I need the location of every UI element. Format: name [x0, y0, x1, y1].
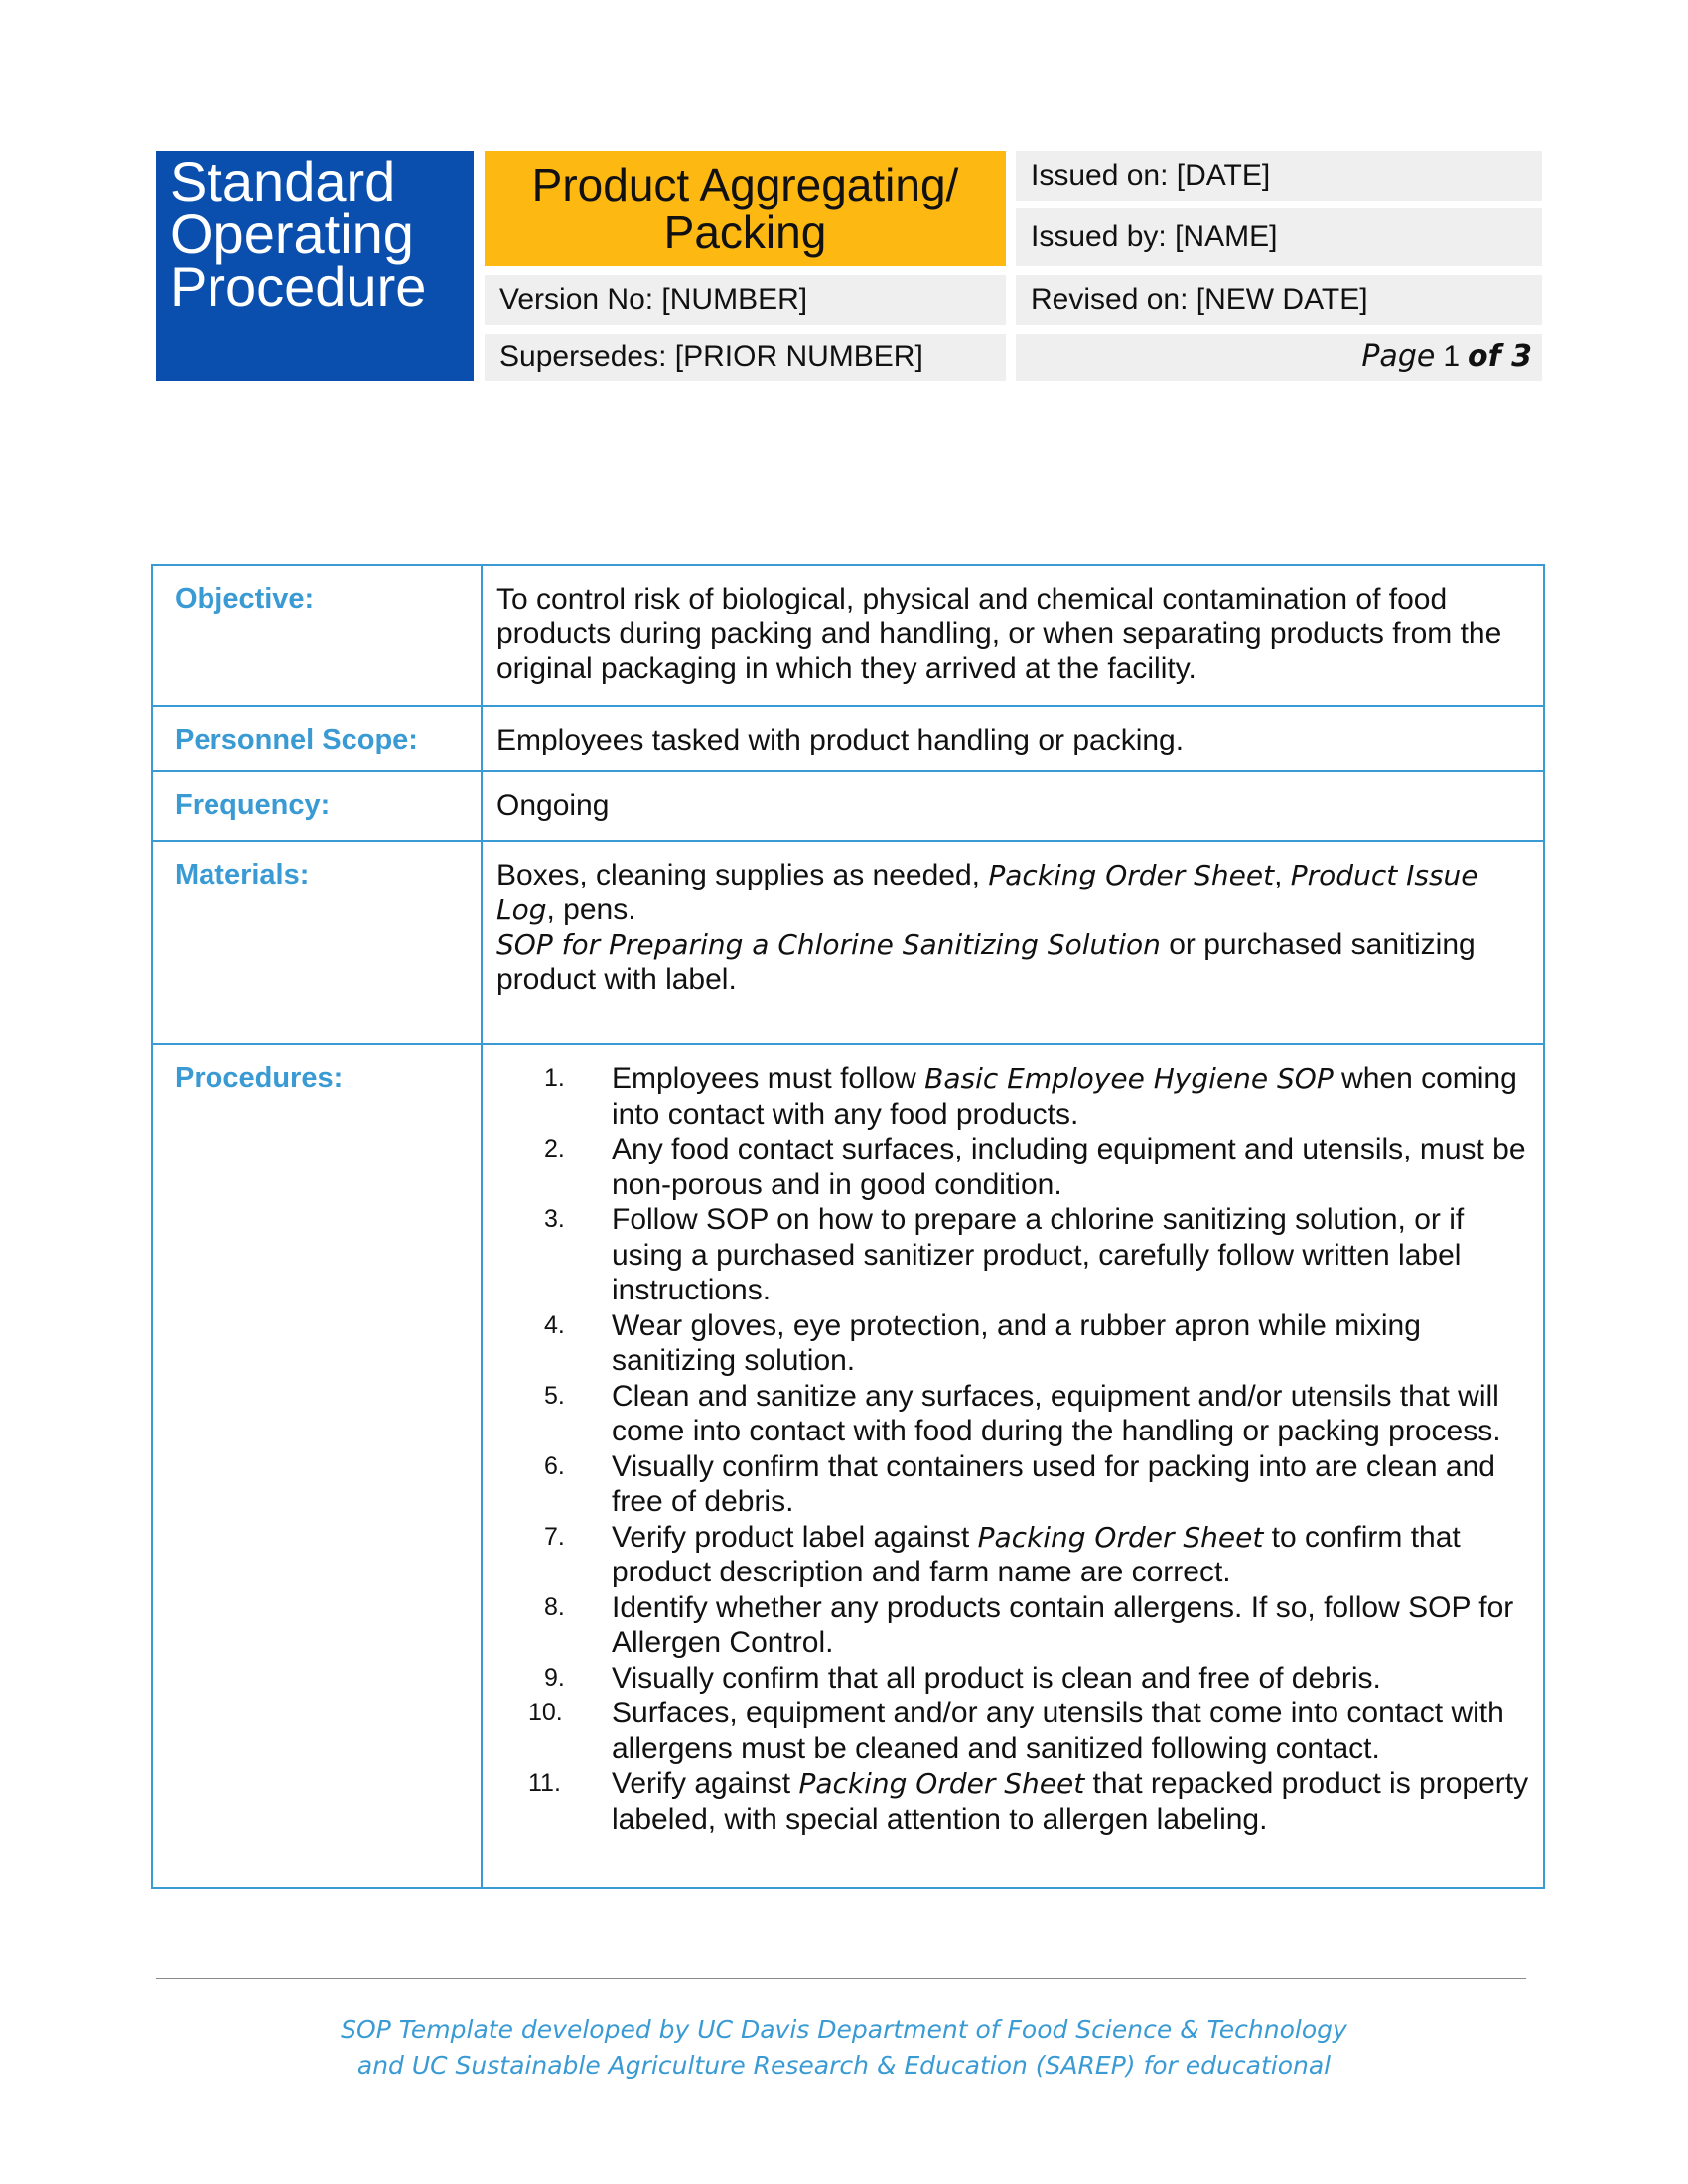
materials-ref-chlorine-sop: SOP for Preparing a Chlorine Sanitizing Solution [496, 928, 1161, 961]
footer-line1: SOP Template developed by UC Davis Department of Food Science & Technology [341, 2015, 1347, 2044]
sop-label-box [156, 151, 474, 381]
materials-text-1: Boxes, cleaning supplies as needed, [496, 859, 989, 891]
footer-divider [156, 1978, 1526, 1979]
step-number: 1. [544, 1064, 565, 1092]
table-row-materials [152, 841, 1544, 1044]
page-word: Page [1361, 340, 1436, 374]
sop-label-line3: Procedure [170, 255, 427, 318]
step-number: 11. [528, 1769, 561, 1797]
frequency-label: Frequency: [152, 771, 482, 841]
procedure-step [544, 1590, 1529, 1661]
materials-text [482, 841, 1544, 1044]
step-text: Surfaces, equipment and/or any utensils that come into contact with allergens must be cleaned and sanitized following contact. [612, 1697, 1504, 1765]
procedure-step [544, 1449, 1529, 1520]
footer-line2: and UC Sustainable Agriculture Research & Education (SAREP) for educational [356, 2051, 1332, 2080]
procedures-label: Procedures: [152, 1044, 482, 1888]
step-number: 6. [544, 1451, 565, 1480]
footer-credit [159, 2012, 1529, 2080]
title-line2: Packing [663, 206, 827, 258]
step-text: Wear gloves, eye protection, and a rubber apron while mixing sanitizing solution. [612, 1308, 1421, 1377]
step-text: Employees must follow [612, 1062, 925, 1095]
objective-label: Objective: [152, 565, 482, 706]
step-reference: Packing Order Sheet [977, 1520, 1264, 1554]
step-text-continued: that repacked product is property labeled, with special attention to allergen labeling. [612, 1767, 1529, 1836]
objective-text: To control risk of biological, physical and chemical contamination of food products during packing and handling, or when separating products from the original packaging in which they arrived at the facility. [482, 565, 1544, 706]
step-text: Visually confirm that all product is clean and free of debris. [612, 1661, 1381, 1695]
procedure-step [528, 1766, 1529, 1837]
frequency-text: Ongoing [482, 771, 1544, 841]
procedure-step [544, 1661, 1529, 1697]
sop-label-line2: Operating [170, 203, 414, 265]
scope-text: Employees tasked with product handling or packing. [482, 706, 1544, 771]
step-text: Follow SOP on how to prepare a chlorine sanitizing solution, or if using a purchased sanitizer product, carefully follow written label instructions. [612, 1203, 1465, 1306]
step-number: 9. [544, 1663, 565, 1692]
procedures-list [496, 1061, 1529, 1837]
procedure-step [544, 1202, 1529, 1308]
procedure-step [528, 1696, 1529, 1766]
procedure-step [544, 1132, 1529, 1202]
materials-text-4: or purchased sanitizing product with label. [496, 928, 1476, 996]
step-reference: Basic Employee Hygiene SOP [924, 1062, 1334, 1095]
step-text: Clean and sanitize any surfaces, equipment and/or utensils that will come into contact with food during the handling or packing process. [612, 1379, 1501, 1447]
materials-ref-product-issue-log: Product Issue Log [496, 859, 1478, 926]
step-text: Any food contact surfaces, including equipment and utensils, must be non-porous and in good condition. [612, 1133, 1526, 1201]
procedure-step [544, 1308, 1529, 1379]
step-text-continued: when coming into contact with any food products. [612, 1062, 1517, 1131]
supersedes-field: Supersedes: [PRIOR NUMBER] [485, 334, 1006, 381]
scope-label: Personnel Scope: [152, 706, 482, 771]
sop-label-line1: Standard [170, 150, 396, 212]
step-text: Visually confirm that containers used for packing into are clean and free of debris. [612, 1449, 1495, 1518]
table-row-procedures [152, 1044, 1544, 1888]
procedure-step [544, 1379, 1529, 1449]
table-row-frequency [152, 771, 1544, 841]
page-number-field [1016, 334, 1542, 381]
issued-on-field: Issued on: [DATE] [1016, 151, 1542, 201]
procedure-step [544, 1520, 1529, 1590]
materials-text-2: , [1274, 859, 1291, 891]
table-row-scope [152, 706, 1544, 771]
procedures-cell [482, 1044, 1544, 1888]
step-number: 10. [528, 1699, 563, 1726]
materials-label: Materials: [152, 841, 482, 1044]
step-text: Identify whether any products contain allergens. If so, follow SOP for Allergen Control. [612, 1590, 1514, 1659]
issued-by-field: Issued by: [NAME] [1016, 208, 1542, 266]
table-row-objective [152, 565, 1544, 706]
step-number: 5. [544, 1381, 565, 1410]
step-number: 8. [544, 1592, 565, 1621]
page-total: of 3 [1468, 340, 1532, 374]
step-number: 7. [544, 1522, 565, 1551]
materials-ref-packing-order-sheet: Packing Order Sheet [988, 859, 1275, 891]
sop-table [151, 564, 1545, 1889]
document-title [485, 151, 1006, 266]
step-number: 4. [544, 1310, 565, 1339]
page-current: 1 [1443, 341, 1461, 373]
step-number: 3. [544, 1205, 565, 1233]
revised-on-field: Revised on: [NEW DATE] [1016, 275, 1542, 325]
title-line1: Product Aggregating/ [531, 159, 959, 210]
step-text-continued: to confirm that product description and farm name are correct. [612, 1520, 1461, 1588]
step-text: Verify product label against [612, 1520, 978, 1554]
step-text: Verify against [612, 1767, 799, 1800]
step-number: 2. [544, 1135, 565, 1162]
materials-text-3: , pens. [546, 893, 636, 926]
procedure-step [544, 1061, 1529, 1132]
version-field: Version No: [NUMBER] [485, 275, 1006, 325]
step-reference: Packing Order Sheet [798, 1767, 1085, 1800]
